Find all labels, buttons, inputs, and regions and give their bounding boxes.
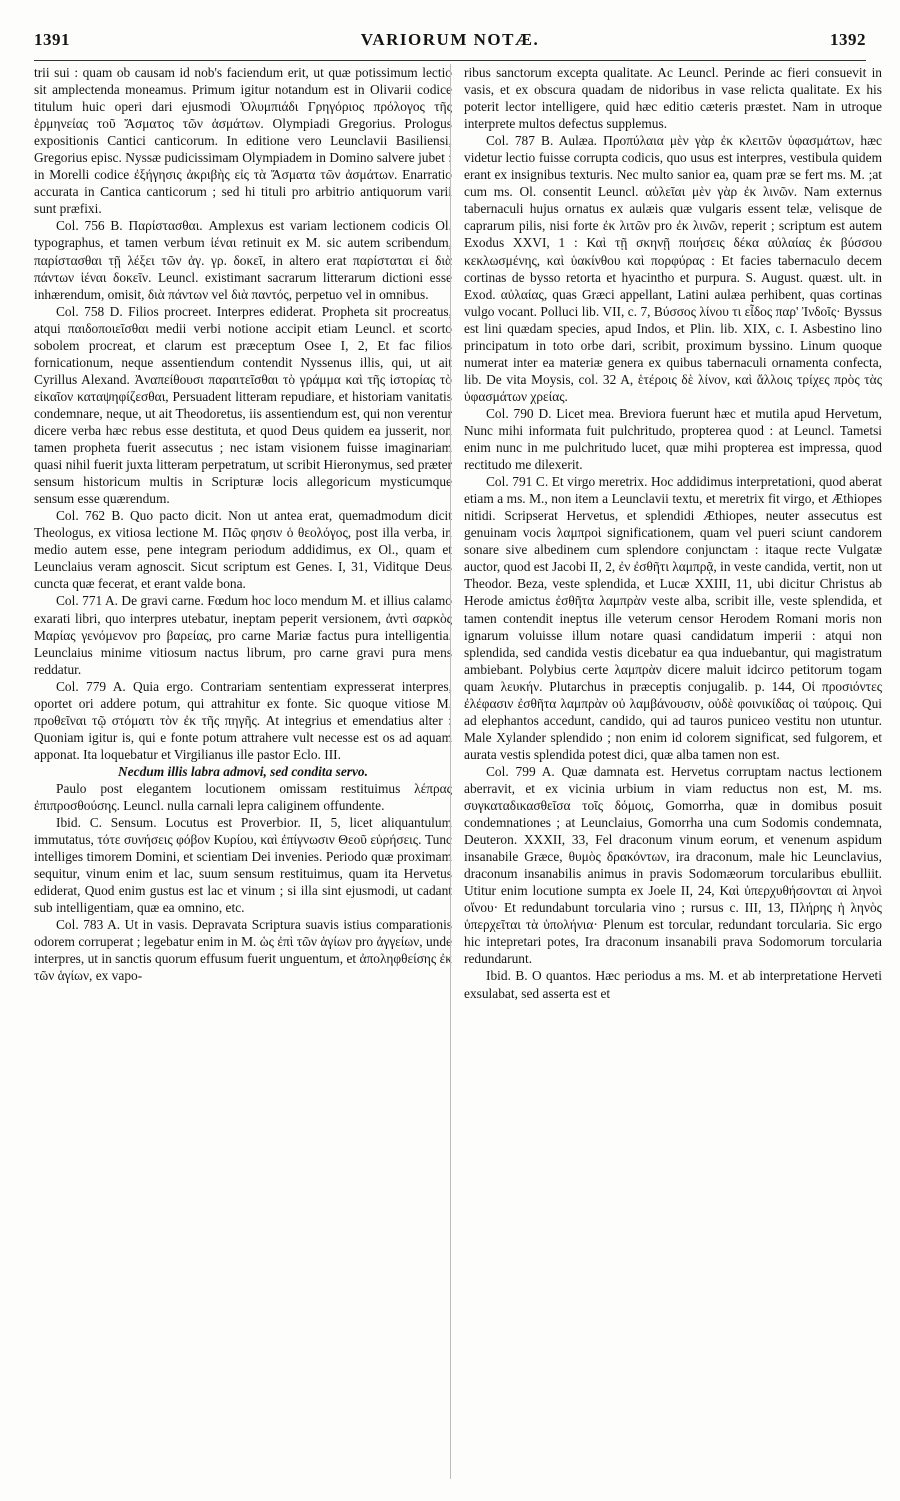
running-header (34, 30, 866, 56)
verse-quotation: Necdum illis labra admovi, sed condita servo. (118, 763, 368, 779)
column-divider (450, 64, 451, 1479)
note-paragraph: Col. 791 C. Et virgo meretrix. Hoc addidimus interpretationi, quod aberat etiam a ms. M., non item a Leunclavii textu, et meretrix fit virgo, et Æthiopes nitidi. Scripserat Hervetus, et splendidi Æthiopes, neuter assecutus est genuinam vocis λαμπροὶ significationem, quam vel pueri sciunt candorem sonare sive albedinem cum splendore conjunctam : itaque recte Vulgatæ auctor, quod est Jacobi II, 2, ἐν ἐσθῆτι λαμπρᾷ, in veste candida, vertit, non ut Theodor. Beza, veste splendida, et Lucæ XXIII, 11, ubi dicitur Christus ab Herode amictus ἐσθῆτα λαμπρὰν veste alba, scribit ille, veste splendida, et tamen contendit ineptus ille veterum censor Herodem Romani moris non ignarum voluisse illum notare quasi candidatum imperii : atqui non splendida, sed candida vestis dicebatur ea qua induebantur, qui magistratum ambiebant. Polybius certe λαμπρὰν dicere maluit idcirco petitorum togam quam λευκήν. Plutarchus in præceptis conjugalib. p. 144, Οἱ προσιόντες ἐλέφασιν ἐσθῆτα λαμπρὰν οὐ λαμβάνουσιν, οὐδὲ φοινικίδας οἱ ταύροις. Qui ad elephantos accedunt, candido, qui ad tauros puniceo vestitu non utuntur. Male Xylander splendido ; non enim id colorem significat, sed fulgorem, et aurata vestis splendida potest dici, quæ alba tamen non est. (464, 474, 882, 762)
note-paragraph: Col. 799 A. Quæ damnata est. Hervetus corruptam nactus lectionem aberravit, et ex vicinia urbium in viam reductus non est, M. ms. συγκαταδικασθεῖσα τοῖς δόμοις, Gomorrha, quæ in domibus posuit condemnationes ; at Leunclaius, Gomorrha una cum Sodomis condemnata, Deuteron. XXXII, 33, Fel draconum vinum eorum, et venenum aspidum insanabile Græce, θυμὸς δρακόντων, ira draconum, male hic Leunclavius, draconum insanabilis animus in pravis Sodomæorum torcularibus ebulliit. Utitur enim locutione sumpta ex Joele II, 24, Καὶ ὑπερχυθήσονται αἱ ληνοὶ οἴνου· Et redundabunt torcularia vino ; rursus c. III, 13, Πλήρης ἡ ληνὸς ὑπερχεῖται τὰ ὑπολήνια· Plenum est torcular, redundant torcularia. Sic ergo hic intepretari potes, Ira draconum insanabili prava Sodomorum torcularia redundarunt. (464, 763, 882, 967)
running-title: VARIORUM NOTÆ. (360, 30, 540, 49)
note-paragraph: Ibid. C. Sensum. Locutus est Proverbior. II, 5, licet aliquantulum immutatus, τότε συνήσεις φόβον Κυρίου, καὶ ἐπίγνωσιν Θεοῦ εὑρήσεις. Tunc intelliges timorem Domini, et scientiam Dei invenies. Periodo quæ proximam sequitur, vinum enim et lac, suum sensum restituimus, quam ita Hervetus ediderat, Quod enim gustus est lac et vinum ; si illa sint ejusmodi, ut cadant sub intelligentiam, quæ ea omnino, etc. (34, 815, 452, 916)
note-paragraph: Col. 771 A. De gravi carne. Fœdum hoc loco mendum M. et illius calamo exarati libri, quo interpres utebatur, ineptam peperit versionem, ἀντὶ σαρκὸς Μαρίας γενόμενον pro βαρείας, pro carne Mariæ factus pura intelligentia. Leunclaius minime vitiosum nactus librum, pro carne gravi pura mens reddatur. (34, 593, 452, 677)
note-paragraph: Col. 779 A. Quia ergo. Contrariam sententiam expresserat interpres, oportet ori addere potum, qui attrahitur ex fonte. Sic quoque vitiose M. προθεῖναι τῷ στόματι τὸν ἐκ τῆς πηγῆς. At integrius et emendatius alter : Quoniam igitur is, qui e fonte potum attrahere vult necesse est os ad aquam apponat. Ita loquebatur et Virgilianus ille pastor Eclo. III. (34, 678, 452, 762)
note-paragraph: Col. 758 D. Filios procreet. Interpres ediderat. Propheta sit procreatus, atqui παιδοποιεῖσθαι medii verbi notione accipit etiam Leuncl. et scorto sobolem procreat, et clarum est præceptum Osee I, 2, Et fac filios fornicationum, neque assentiendum contendit Nyssenus illis, qui, ut ait Cyrillus Alexand. Ἀναπείθουσι παραιτεῖσθαι τὸ γράμμα καὶ τῆς ἱστορίας τὸ εἰκαῖον καταψηφίζεσθαι, Persuadent litteram repudiare, et historiam vanitatis condemnare, neque, ut ait Theodoretus, iis assentiendum est, qui non verentur dicere verba hæc rebus esse destituta, et quod Deus quidem ea jusserit, non tamen propheta fuerit assecutus ; nec istam visionem fuisse imaginariam quasi nihil fuerit juxta litteram perpetratum, ut scribit Hieronymus, sed præter sensum historicum multis in Scripturæ locis allegoricum mysticumque sensum esse quærendum. (34, 303, 452, 507)
header-rule (34, 60, 866, 61)
note-paragraph: Ibid. B. O quantos. Hæc periodus a ms. M. et ab interpretatione Herveti exsulabat, sed asserta est et (464, 968, 882, 1001)
note-paragraph: Col. 790 D. Licet mea. Breviora fuerunt hæc et mutila apud Hervetum, Nunc mihi informata fuit pulchritudo, propterea quod : at Leuncl. Tametsi enim nunc in me pulchritudo lucet, quæ mihi propterea est impressa, quod rectitudo me dilexerit. (464, 405, 882, 473)
note-paragraph: Col. 783 A. Ut in vasis. Depravata Scriptura suavis istius comparationis odorem corruperat ; legebatur enim in M. ὡς ἐπὶ τῶν ἁγίων pro ἀγγείων, unde interpres, ut in sanctis quorum effusum fuerit unguentum, et ἀποληφθείσης ἐκ τῶν ἁγίων, ex vapo- (34, 917, 452, 984)
right-column (464, 64, 882, 1479)
page-number-right: 1392 (830, 30, 866, 49)
note-paragraph: ribus sanctorum excepta qualitate. Ac Leuncl. Perinde ac fieri consuevit in vasis, et ex obscura quadam de nidoribus in vase relicta qualitate. Ex his poterit lector intelligere, quid hæc editio cæteris præstet. Nam in utroque interprete multos defectus supplemus. (464, 65, 882, 132)
note-paragraph: Col. 787 B. Aulæa. Προπύλαια μὲν γὰρ ἐκ κλειτῶν ὑφασμάτων, hæc videtur lectio fuisse corrupta codicis, quo usus est interpres, vestibula quidem erant ex insignibus texturis. Nec multo sanior ea, quam præ se fert ms. M. ;at cum ms. Ol. consentit Leuncl. αὐλεῖαι μὲν γὰρ ἐκ λινῶν. Nam externus tabernaculi hujus ornatus ex aulæis quæ vulgaris essent telæ, velisque de caprarum pilis, nisi forte ἐκ λιτῶν pro ἐκ λινῶν, reperit ; scriptum est autem Exodus XXVI, 1 : Καὶ τῇ σκηνῇ ποιήσεις δέκα αὐλαίας ἐκ βύσσου κεκλωσμένης, καὶ ὑακίνθου καὶ πορφύρας : Et facies tabernaculo decem cortinas de bysso retorta et hyacintho et purpura. S. August. quæst. ult. in Exod. αὐλαίας, quas Græci appellant, Latini aulæa perhibent, quas cortinas vulgo vocant. Polluci lib. VII, c. 7, Βύσσος λίνου τι εἶδος παρ' Ἰνδοῖς· Byssus est lini quædam species, apud Indos, et Plin. lib. XIX, c. I. Asbestino lino principatum in toto orbe dari, scribit, proximum byssino. Linum quoque numerat inter ea materiæ genera ex quibus tabernaculi ornamenta confecta, lib. De vita Moysis, col. 32 A, ἑτέροις δὲ λίνον, καὶ ἄλλοις τρίχες πρὸς τὰς ὑφασμάτων χρείας. (464, 133, 882, 404)
note-paragraph: trii sui : quam ob causam id nob's faciendum erit, ut quæ potissimum lectio sit amplectenda moneamus. Primum igitur notandum est in Olivarii codice titulum huic operi dari ejusmodi Ὀλυμπιάδι Γρηγόριος πρόλογος τῆς ἑρμηνείας τοῦ Ἄσματος τῶν ἀσμάτων. Olympiadi Gregorius. Prologus expositionis Cantici canticorum. In editione vero Leunclavii Basiliensi, Gregorius episc. Nyssæ pudicissimam Olympiadem in Domino salvere jubet : in Morelli codice ἐξήγησις ἀκριβὴς εἰς τὰ Ἄσματα τῶν ἀσμάτων. Enarratio accurata in Cantica canticorum ; sed hi tituli pro arbitrio antiquorum varii sunt præfixi. (34, 65, 452, 217)
note-paragraph: Col. 756 B. Παρίστασθαι. Amplexus est variam lectionem codicis Ol. typographus, et tamen verbum ἰέναι retinuit ex M. sic autem scribendum, παρίστασθαι τῇ λέξει τῶν ἁγ. γρ. δοκεῖ, in altero erat παρίσταται εἰ διὰ πάντων ἰέναι δοκεῖν. Leuncl. existimant sacrarum litterarum dictioni esse inhærendum, omisit, διὰ πάντων vel διὰ παντός, perpetuo vel in omnibus. (34, 218, 452, 302)
left-column (34, 64, 452, 1479)
note-paragraph: Col. 762 B. Quo pacto dicit. Non ut antea erat, quemadmodum dicit Theologus, ex vitiosa lectione M. Πῶς φησιν ὁ θεολόγος, post illa verba, in medio autem esse, pene integram periodum addidimus, ex Ol., quam et Leunclaius veram agnoscit. Sicut scriptum est Genes. I, 31, Viditque Deus cuncta quæ fecerat, et erant valde bona. (34, 508, 452, 592)
note-paragraph: Paulo post elegantem locutionem omissam restituimus λέπρας ἐπιπροσθούσης. Leuncl. nulla carnali lepra caliginem offundente. (34, 780, 452, 814)
page-number-left: 1391 (34, 30, 70, 49)
